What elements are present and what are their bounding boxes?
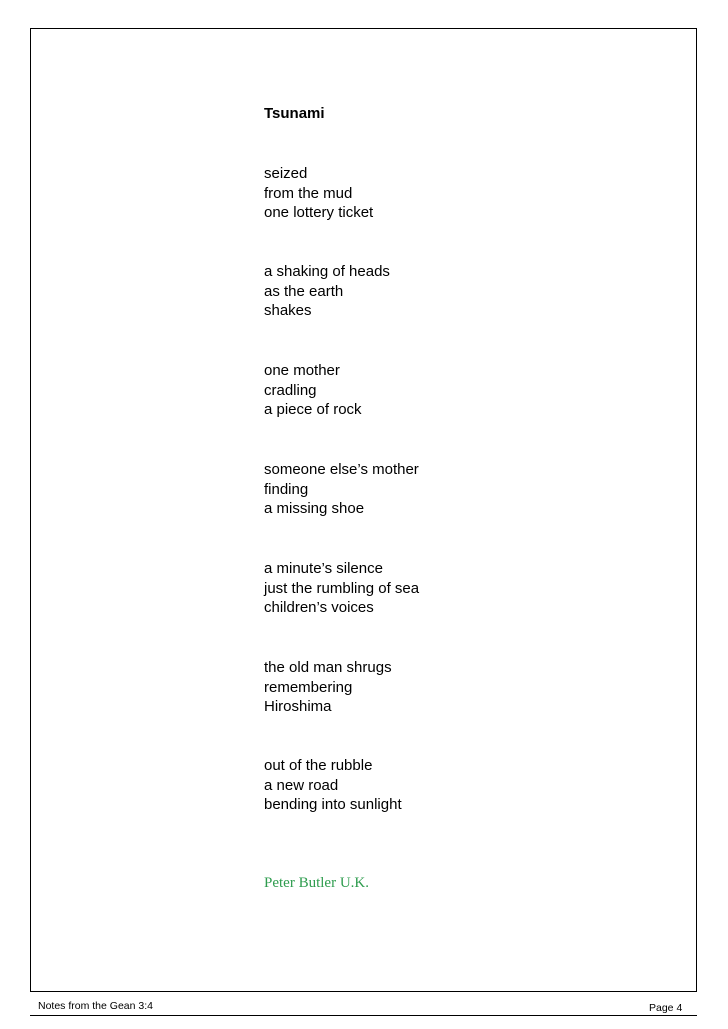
poem-author: Peter Butler U.K. xyxy=(264,875,369,891)
stanza-line: finding xyxy=(264,480,309,498)
stanza-line: a missing shoe xyxy=(264,500,365,517)
stanza-line: a minute’s silence xyxy=(264,560,383,577)
footer-publication: Notes from the Gean 3:4 xyxy=(38,1000,153,1012)
stanza-line: from the mud xyxy=(264,184,353,202)
stanza-line: seized xyxy=(264,165,308,182)
stanza-line: a piece of rock xyxy=(264,401,362,418)
stanza-line: out of the rubble xyxy=(264,757,373,774)
stanza-line: one mother xyxy=(264,362,340,379)
stanza-line: as the earth xyxy=(264,282,344,300)
stanza-line: just the rumbling of sea xyxy=(264,579,420,597)
stanza-line: a new road xyxy=(264,776,339,794)
stanza xyxy=(264,262,390,321)
footer-divider xyxy=(30,1015,697,1016)
stanza-line: cradling xyxy=(264,381,317,399)
stanza-line: one lottery ticket xyxy=(264,204,374,221)
poem-title: Tsunami xyxy=(264,105,325,122)
stanza xyxy=(264,164,373,223)
stanza-line: the old man shrugs xyxy=(264,659,392,676)
stanza xyxy=(264,658,392,717)
stanza-line: children’s voices xyxy=(264,599,374,616)
stanza xyxy=(264,460,419,519)
stanza-line: someone else’s mother xyxy=(264,461,419,478)
stanza xyxy=(264,559,419,618)
stanza xyxy=(264,756,402,815)
stanza-line: a shaking of heads xyxy=(264,263,390,280)
stanza-line: remembering xyxy=(264,678,353,696)
poem xyxy=(264,104,420,813)
footer-page-number: Page 4 xyxy=(649,1002,683,1014)
stanza-line: shakes xyxy=(264,302,312,319)
stanza xyxy=(264,361,362,420)
stanza-line: bending into sunlight xyxy=(264,796,402,813)
stanza-line: Hiroshima xyxy=(264,698,332,715)
